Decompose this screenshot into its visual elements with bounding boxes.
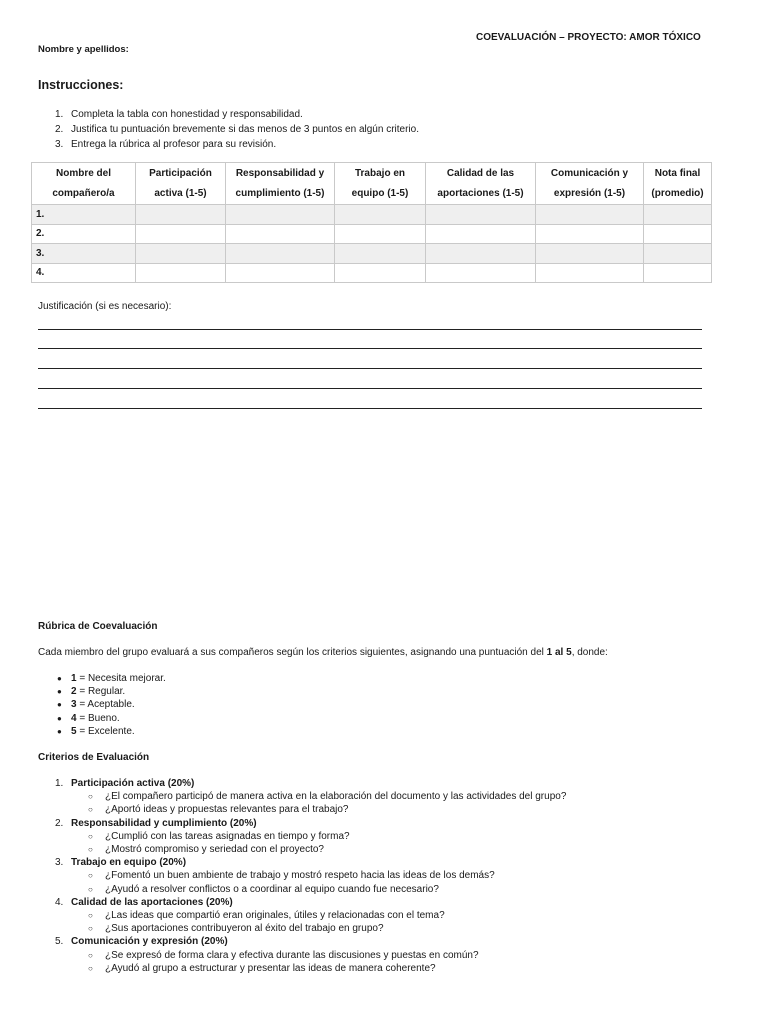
instruction-text: Completa la tabla con honestidad y responsabilidad. (71, 109, 303, 120)
table-cell[interactable] (226, 244, 335, 264)
header-active-participation: Participación activa (1-5) (136, 163, 226, 205)
circle-bullet-icon: ○ (88, 950, 93, 960)
instructions-list (55, 108, 419, 152)
table-cell[interactable] (335, 244, 426, 264)
table-row (32, 224, 712, 244)
circle-bullet-icon: ○ (88, 805, 93, 815)
scale-item: ● 3 = Aceptable. (57, 699, 135, 711)
table-row (32, 205, 712, 225)
criteria-title: Criterios de Evaluación (38, 752, 150, 763)
table-cell[interactable] (426, 263, 536, 283)
bullet-icon: ● (57, 726, 62, 736)
evaluation-table (31, 162, 712, 283)
table-cell[interactable] (536, 224, 644, 244)
criterion-item: 3. Trabajo en equipo (20%) (55, 857, 187, 869)
criterion-question: ○ ¿Fomentó un buen ambiente de trabajo y mostró respeto hacia las ideas de los demás? (88, 870, 495, 882)
criterion-name: Responsabilidad y cumplimiento (20%) (71, 817, 257, 829)
criterion-question: ○ ¿El compañero participó de manera activa en la elaboración del documento y las actividades del grupo? (88, 791, 567, 803)
table-cell[interactable] (536, 205, 644, 225)
criterion-question: ○ ¿Sus aportaciones contribuyeron al éxito del trabajo en grupo? (88, 923, 384, 935)
table-cell[interactable] (644, 205, 712, 225)
row-number: 4. (32, 263, 136, 283)
table-cell[interactable] (536, 244, 644, 264)
table-cell[interactable] (226, 224, 335, 244)
justification-line[interactable] (38, 388, 702, 389)
circle-bullet-icon: ○ (88, 831, 93, 841)
criterion-question: ○ ¿Mostró compromiso y seriedad con el proyecto? (88, 844, 324, 856)
criterion-item: 5. Comunicación y expresión (20%) (55, 936, 228, 948)
circle-bullet-icon: ○ (88, 845, 93, 855)
criterion-question: ○ ¿Cumplió con las tareas asignadas en tiempo y forma? (88, 830, 350, 842)
table-cell[interactable] (335, 205, 426, 225)
circle-bullet-icon: ○ (88, 884, 93, 894)
row-number: 1. (32, 205, 136, 225)
name-label: Nombre y apellidos: (38, 44, 129, 55)
justification-line[interactable] (38, 348, 702, 349)
circle-bullet-icon: ○ (88, 792, 93, 802)
justification-line[interactable] (38, 368, 702, 369)
criterion-name: Trabajo en equipo (20%) (71, 857, 187, 869)
document-title: COEVALUACIÓN – PROYECTO: AMOR TÓXICO (476, 32, 701, 43)
table-row (32, 244, 712, 264)
rubric-title: Rúbrica de Coevaluación (38, 621, 158, 632)
bullet-icon: ● (57, 687, 62, 697)
table-header-row (32, 163, 712, 205)
table-cell[interactable] (536, 263, 644, 283)
table-cell[interactable] (426, 244, 536, 264)
header-contribution-quality: Calidad de las aportaciones (1-5) (426, 163, 536, 205)
circle-bullet-icon: ○ (88, 871, 93, 881)
criterion-question: ○ ¿Se expresó de forma clara y efectiva durante las discusiones y puestas en común? (88, 949, 479, 961)
circle-bullet-icon: ○ (88, 924, 93, 934)
table-row (32, 263, 712, 283)
table-cell[interactable] (644, 224, 712, 244)
table-cell[interactable] (226, 205, 335, 225)
header-communication: Comunicación y expresión (1-5) (536, 163, 644, 205)
circle-bullet-icon: ○ (88, 911, 93, 921)
table-cell[interactable] (426, 205, 536, 225)
table-cell[interactable] (335, 224, 426, 244)
bullet-icon: ● (57, 700, 62, 710)
table-cell[interactable] (136, 224, 226, 244)
criterion-item: 2. Responsabilidad y cumplimiento (20%) (55, 817, 257, 829)
table-cell[interactable] (136, 263, 226, 283)
justification-line[interactable] (38, 408, 702, 409)
criterion-item: 4. Calidad de las aportaciones (20%) (55, 896, 233, 908)
criterion-name: Calidad de las aportaciones (20%) (71, 896, 233, 908)
scale-item: ● 5 = Excelente. (57, 725, 135, 737)
table-cell[interactable] (644, 244, 712, 264)
header-final-grade: Nota final (promedio) (644, 163, 712, 205)
table-cell[interactable] (644, 263, 712, 283)
row-number: 3. (32, 244, 136, 264)
bullet-icon: ● (57, 713, 62, 723)
header-teamwork: Trabajo en equipo (1-5) (335, 163, 426, 205)
instructions-heading: Instrucciones: (38, 78, 124, 92)
instruction-text: Entrega la rúbrica al profesor para su revisión. (71, 138, 277, 150)
header-companion-name: Nombre del compañero/a (32, 163, 136, 205)
justification-line[interactable] (38, 329, 702, 330)
criterion-question: ○ ¿Ayudó al grupo a estructurar y presentar las ideas de manera coherente? (88, 962, 436, 974)
criterion-question: ○ ¿Aportó ideas y propuestas relevantes para el trabajo? (88, 804, 349, 816)
instruction-item: 3. Entrega la rúbrica al profesor para su revisión. (55, 138, 277, 150)
table-cell[interactable] (226, 263, 335, 283)
instruction-text: Justifica tu puntuación brevemente si das menos de 3 puntos en algún criterio. (71, 123, 419, 135)
criterion-name: Participación activa (20%) (71, 778, 195, 789)
criteria-list (55, 777, 566, 975)
criterion-name: Comunicación y expresión (20%) (71, 936, 228, 948)
row-number: 2. (32, 224, 136, 244)
table-cell[interactable] (426, 224, 536, 244)
header-responsibility: Responsabilidad y cumplimiento (1-5) (226, 163, 335, 205)
rubric-intro: Cada miembro del grupo evaluará a sus compañeros según los criterios siguientes, asignando una puntuación del 1 al 5, donde: (38, 647, 608, 658)
bullet-icon: ● (57, 674, 62, 683)
table-cell[interactable] (136, 244, 226, 264)
criterion-item: 1. Participación activa (20%) (55, 778, 195, 789)
table-cell[interactable] (136, 205, 226, 225)
justification-label: Justificación (si es necesario): (38, 301, 172, 312)
criterion-question: ○ ¿Ayudó a resolver conflictos o a coordinar al equipo cuando fue necesario? (88, 883, 439, 895)
table-cell[interactable] (335, 263, 426, 283)
scale-item: ● 1 = Necesita mejorar. (57, 673, 166, 684)
circle-bullet-icon: ○ (88, 963, 93, 973)
instruction-item: 2. Justifica tu puntuación brevemente si das menos de 3 puntos en algún criterio. (55, 123, 419, 135)
scale-item: ● 2 = Regular. (57, 686, 126, 698)
criterion-question: ○ ¿Las ideas que compartió eran originales, útiles y relacionadas con el tema? (88, 910, 445, 922)
instruction-item: 1. Completa la tabla con honestidad y responsabilidad. (55, 109, 303, 120)
score-scale-list (57, 672, 166, 738)
scale-item: ● 4 = Bueno. (57, 712, 120, 724)
